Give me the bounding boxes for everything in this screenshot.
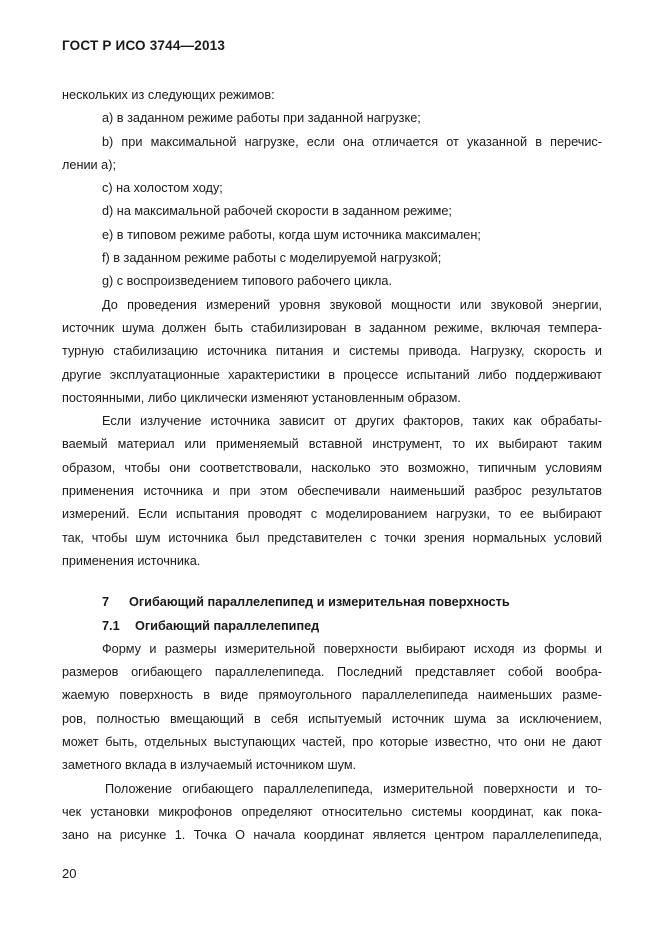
subsection-number: 7.1 bbox=[102, 618, 120, 633]
paragraph-line: Форму и размеры измерительной поверхности выбирают исходя из формы и bbox=[102, 641, 602, 656]
document-header-title: ГОСТ Р ИСО 3744—2013 bbox=[62, 38, 226, 53]
mode-item-c: c) на холостом ходу; bbox=[102, 181, 223, 196]
mode-item-g: g) с воспроизведением типового рабочего цикла. bbox=[102, 274, 392, 289]
mode-item-e: e) в типовом режиме работы, когда шум источника максимален; bbox=[102, 227, 481, 242]
paragraph-line: измерений. Если испытания проводят с моделированием нагрузки, то ее выбирают bbox=[62, 507, 602, 522]
paragraph-line: размеров огибающего параллелепипеда. Последний представляет собой вообра- bbox=[62, 665, 602, 680]
section-7-heading bbox=[62, 591, 602, 614]
paragraph-line: Если излучение источника зависит от других факторов, таких как обрабаты- bbox=[102, 414, 602, 429]
mode-item-f: f) в заданном режиме работы с моделируемой нагрузкой; bbox=[102, 251, 442, 266]
paragraph-enveloping-box bbox=[62, 638, 602, 778]
paragraph-line: Положение огибающего параллелепипеда, измерительной поверхности и то- bbox=[105, 781, 602, 796]
mode-item-d: d) на максимальной рабочей скорости в заданном режиме; bbox=[102, 204, 452, 219]
paragraph-line: применения источника и при этом обеспечивали наименьший разброс результатов bbox=[62, 484, 602, 499]
paragraph-line: ров, полностью вмещающий в себя испытуемый источник шума за исключением, bbox=[62, 711, 602, 726]
paragraph-other-factors bbox=[62, 410, 602, 573]
paragraph-line: чек установки микрофонов определяют относительно системы координат, как пока- bbox=[62, 804, 602, 819]
page-number: 20 bbox=[62, 866, 77, 881]
paragraph-line: другие эксплуатационные характеристики в процессе испытаний либо поддерживают bbox=[62, 367, 602, 382]
mode-item-a: a) в заданном режиме работы при заданной нагрузке; bbox=[102, 111, 421, 126]
paragraph-line: жаемую поверхность в виде прямоугольного параллелепипеда наименьших разме- bbox=[62, 688, 602, 703]
document-body bbox=[62, 84, 602, 848]
paragraph-line: турную стабилизацию источника питания и системы привода. Нагрузку, скорость и bbox=[62, 344, 602, 359]
paragraph-line: ваемый материал или применяемый вставной инструмент, то их выбирают таким bbox=[62, 437, 602, 452]
paragraph-line: постоянными, либо циклически изменяют установленным образом. bbox=[62, 390, 461, 405]
paragraph-line: заметного вклада в излучаемый источником шум. bbox=[62, 758, 357, 773]
mode-item-b-continuation: лении a); bbox=[62, 157, 116, 172]
paragraph-line: применения источника. bbox=[62, 553, 201, 568]
paragraph-coordinates bbox=[62, 778, 602, 848]
paragraph-line: так, чтобы шум источника был представителен с точки зрения нормальных условий bbox=[62, 530, 602, 545]
section-7-1-heading bbox=[62, 615, 602, 638]
intro-line: нескольких из следующих режимов: bbox=[62, 88, 275, 102]
mode-item-b: b) при максимальной нагрузке, если она отличается от указанной в перечис- bbox=[102, 134, 602, 149]
section-number: 7 bbox=[102, 595, 110, 610]
paragraph-stabilization bbox=[62, 294, 602, 410]
paragraph-line: образом, чтобы они соответствовали, насколько это возможно, типичным условиям bbox=[62, 460, 602, 475]
section-title: Огибающий параллелепипед и измерительная поверхность bbox=[129, 595, 510, 610]
paragraph-line: может быть, отдельных выступающих частей, про которые известно, что они не дают bbox=[62, 735, 602, 750]
paragraph-line: зано на рисунке 1. Точка О начала координат является центром параллелепипеда, bbox=[62, 828, 602, 843]
paragraph-line: До проведения измерений уровня звуковой мощности или звуковой энергии, bbox=[102, 297, 602, 312]
paragraph-line: источник шума должен быть стабилизирован в заданном режиме, включая темпера- bbox=[62, 320, 602, 335]
subsection-title: Огибающий параллелепипед bbox=[135, 618, 320, 633]
